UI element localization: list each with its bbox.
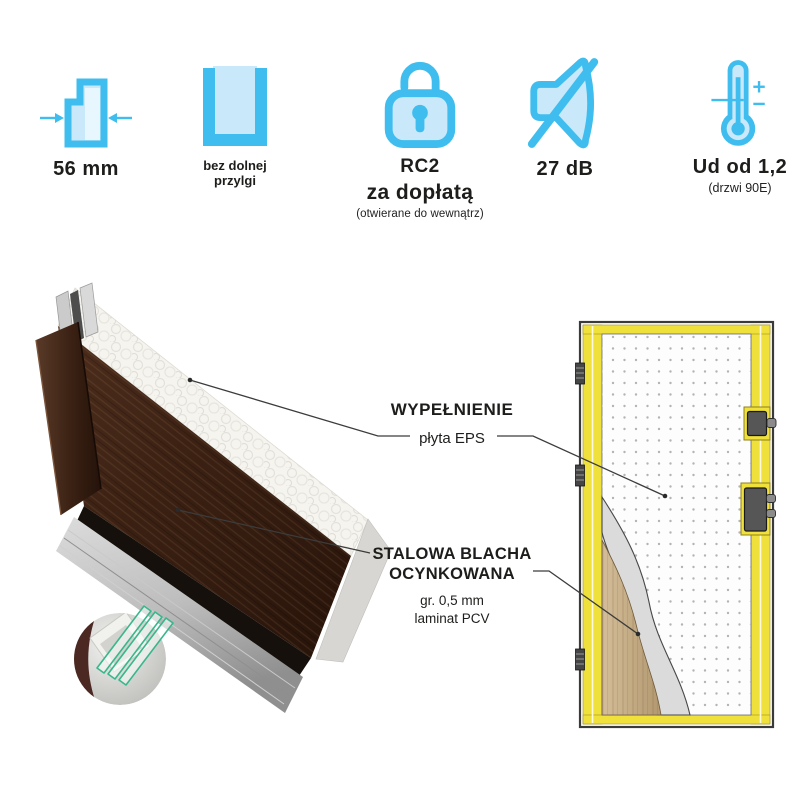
feature-acoustics-label: 27 dB [536, 158, 594, 180]
rebate-label-line2: przylgi [214, 173, 256, 188]
glazing-detail-circle [70, 606, 173, 705]
lock-case-lower [741, 483, 776, 535]
callout-steel-title-line1: STALOWA BLACHA [372, 545, 532, 563]
callout-steel-note [332, 592, 572, 627]
callout-filling-title: WYPEŁNIENIE [390, 400, 514, 419]
feature-security-note: (otwierane do wewnątrz) [356, 208, 484, 220]
callout-steel [332, 544, 572, 627]
hinge-top [576, 363, 585, 384]
callout-steel-title-line2: OCYNKOWANA [389, 565, 515, 583]
rebate-label-line1: bez dolnej [203, 158, 267, 173]
callout-steel-title [332, 544, 572, 584]
hinge-bottom [576, 649, 585, 670]
feature-thermal-label: Ud od 1,2 [692, 156, 788, 178]
door-3d-render [36, 283, 391, 713]
feature-thickness-label: 56 mm [53, 158, 119, 180]
feature-security-label: RC2 [400, 156, 440, 177]
feature-thermal-note: (drzwi 90E) [708, 181, 772, 195]
callout-steel-note-line2: laminat PCV [414, 610, 490, 626]
door-panel-front-view [576, 322, 777, 727]
feature-security-sublabel: za dopłatą [366, 181, 474, 204]
callout-steel-note-line1: gr. 0,5 mm [420, 593, 484, 608]
hinge-middle [576, 465, 585, 486]
callout-filling-subtitle: płyta EPS [419, 430, 485, 447]
callout-filling [332, 400, 572, 447]
